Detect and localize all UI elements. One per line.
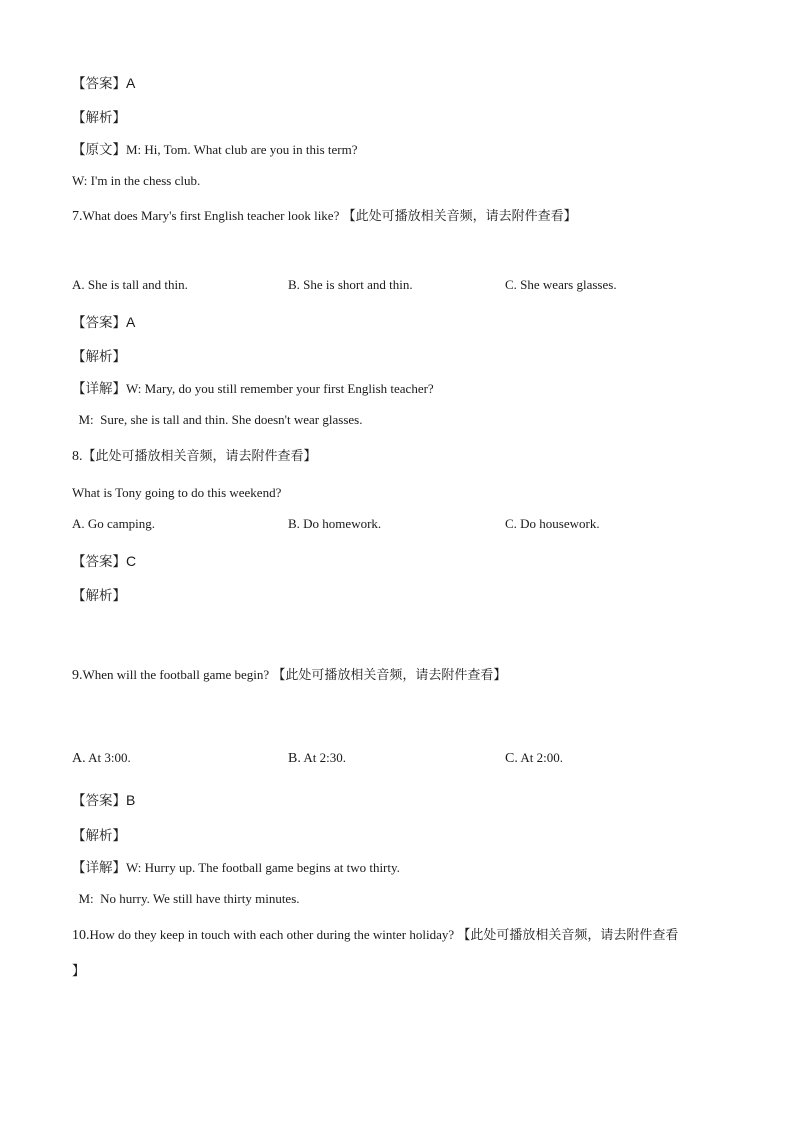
answer-label: 【答案】	[72, 315, 126, 331]
script-line	[72, 141, 358, 159]
option-a: A. She is tall and thin.	[72, 277, 188, 292]
analysis-label: 【解析】	[72, 828, 126, 844]
option-a: A. Go camping.	[72, 516, 156, 531]
answer-label: 【答案】	[72, 793, 126, 809]
script-text-m: M: Hi, Tom. What club are you in this term?	[126, 142, 358, 157]
script-label: 【原文】	[72, 142, 126, 158]
option-b	[288, 749, 346, 768]
script-text-w: W: I'm in the chess club.	[72, 173, 201, 188]
detail-text-m: M: Sure, she is tall and thin. She doesn't wear glasses.	[72, 412, 363, 427]
question-number: 8.	[72, 449, 83, 464]
answer-line	[72, 313, 135, 332]
analysis-line	[72, 827, 126, 845]
detail-text-w: W: Mary, do you still remember your first English teacher?	[126, 381, 434, 396]
analysis-line	[72, 587, 126, 605]
answer-label: 【答案】	[72, 554, 126, 570]
answer-line	[72, 791, 135, 810]
question-8	[72, 447, 317, 466]
question-10	[72, 926, 678, 945]
analysis-label: 【解析】	[72, 588, 126, 604]
audio-note: 【此处可播放相关音频，请去附件查看】	[342, 209, 577, 224]
answer-value: B	[126, 792, 136, 808]
analysis-label: 【解析】	[72, 110, 126, 126]
question-text: What is Tony going to do this weekend?	[72, 485, 282, 500]
option-letter: A.	[72, 751, 86, 766]
question-7	[72, 207, 577, 226]
audio-note-bracket: 】	[72, 964, 86, 979]
detail-label: 【详解】	[72, 860, 126, 876]
analysis-line	[72, 348, 126, 366]
answer-label: 【答案】	[72, 76, 126, 92]
analysis-line	[72, 109, 126, 127]
question-number: 9.	[72, 668, 83, 683]
option-c: C. She wears glasses.	[505, 277, 617, 292]
option-letter: C.	[505, 751, 518, 766]
question-text: What does Mary's first English teacher look like?	[82, 208, 343, 223]
question-text: When will the football game begin?	[82, 667, 273, 682]
option-c: C. Do housework.	[505, 516, 600, 531]
option-text: At 2:00.	[517, 750, 563, 765]
option-c	[505, 749, 563, 768]
option-a	[72, 749, 131, 768]
audio-note: 【此处可播放相关音频，请去附件查看】	[272, 668, 507, 683]
detail-text-m: M: No hurry. We still have thirty minutes.	[72, 891, 300, 906]
option-b: B. Do homework.	[288, 516, 382, 531]
detail-line	[72, 380, 434, 398]
option-text: At 3:00.	[85, 750, 131, 765]
question-9	[72, 666, 506, 685]
audio-note: 【此处可播放相关音频，请去附件查看	[457, 928, 679, 943]
answer-value: A	[126, 75, 136, 91]
question-text: How do they keep in touch with each other during the winter holiday?	[89, 927, 458, 942]
detail-line	[72, 859, 400, 877]
question-number: 7.	[72, 209, 83, 224]
detail-text-w: W: Hurry up. The football game begins at two thirty.	[126, 860, 400, 875]
analysis-label: 【解析】	[72, 349, 126, 365]
audio-note: 【此处可播放相关音频，请去附件查看】	[82, 449, 317, 464]
option-letter: B.	[288, 751, 301, 766]
answer-value: A	[126, 314, 136, 330]
audio-note-end	[72, 962, 85, 981]
answer-line	[72, 552, 136, 571]
answer-line	[72, 74, 135, 93]
detail-label: 【详解】	[72, 381, 126, 397]
option-text: At 2:30.	[300, 750, 346, 765]
question-number: 10.	[72, 928, 90, 943]
answer-value: C	[126, 553, 137, 569]
option-b: B. She is short and thin.	[288, 277, 413, 292]
